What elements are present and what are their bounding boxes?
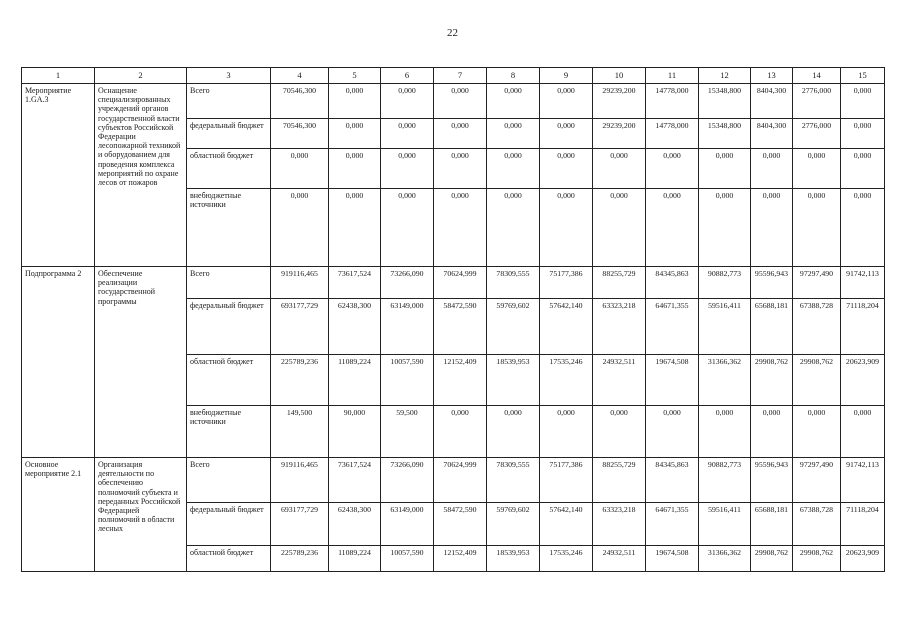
header-cell: 5 — [329, 68, 381, 84]
amount-cell: 0,000 — [434, 189, 487, 267]
amount-cell: 0,000 — [434, 84, 487, 119]
amount-cell: 59516,411 — [699, 299, 751, 355]
funding-source-cell: Всего — [187, 84, 271, 119]
header-cell: 6 — [381, 68, 434, 84]
amount-cell: 0,000 — [271, 189, 329, 267]
funding-source-cell: внебюджетные источники — [187, 189, 271, 267]
header-cell: 4 — [271, 68, 329, 84]
amount-cell: 0,000 — [381, 189, 434, 267]
funding-source-cell: областной бюджет — [187, 149, 271, 189]
amount-cell: 0,000 — [793, 406, 841, 458]
header-cell: 15 — [841, 68, 885, 84]
amount-cell: 0,000 — [593, 406, 646, 458]
amount-cell: 62438,300 — [329, 299, 381, 355]
amount-cell: 0,000 — [793, 189, 841, 267]
amount-cell: 0,000 — [381, 119, 434, 149]
header-cell: 11 — [646, 68, 699, 84]
amount-cell: 0,000 — [841, 406, 885, 458]
amount-cell: 0,000 — [841, 119, 885, 149]
amount-cell: 63323,218 — [593, 503, 646, 546]
amount-cell: 693177,729 — [271, 503, 329, 546]
amount-cell: 0,000 — [329, 119, 381, 149]
amount-cell: 57642,140 — [540, 503, 593, 546]
amount-cell: 91742,113 — [841, 458, 885, 503]
amount-cell: 0,000 — [329, 84, 381, 119]
amount-cell: 73266,090 — [381, 458, 434, 503]
amount-cell: 0,000 — [381, 149, 434, 189]
funding-source-cell: Всего — [187, 267, 271, 299]
amount-cell: 63149,000 — [381, 503, 434, 546]
amount-cell: 90,000 — [329, 406, 381, 458]
amount-cell: 0,000 — [540, 119, 593, 149]
amount-cell: 0,000 — [329, 189, 381, 267]
header-row — [22, 68, 885, 84]
amount-cell: 225789,236 — [271, 355, 329, 406]
amount-cell: 97297,490 — [793, 267, 841, 299]
amount-cell: 63323,218 — [593, 299, 646, 355]
amount-cell: 0,000 — [841, 149, 885, 189]
amount-cell: 73266,090 — [381, 267, 434, 299]
amount-cell: 73617,524 — [329, 458, 381, 503]
header-cell: 8 — [487, 68, 540, 84]
amount-cell: 29239,200 — [593, 119, 646, 149]
amount-cell: 58472,590 — [434, 299, 487, 355]
header-cell: 10 — [593, 68, 646, 84]
amount-cell: 0,000 — [540, 84, 593, 119]
amount-cell: 0,000 — [434, 406, 487, 458]
amount-cell: 11089,224 — [329, 355, 381, 406]
amount-cell: 0,000 — [593, 189, 646, 267]
header-cell: 12 — [699, 68, 751, 84]
amount-cell: 59769,602 — [487, 299, 540, 355]
amount-cell: 2776,000 — [793, 84, 841, 119]
amount-cell: 64671,355 — [646, 503, 699, 546]
table-row — [22, 84, 885, 119]
amount-cell: 19674,508 — [646, 546, 699, 572]
amount-cell: 149,500 — [271, 406, 329, 458]
budget-table — [21, 67, 885, 572]
activity-code-cell: Мероприятие 1.GA.3 — [22, 84, 95, 267]
amount-cell: 0,000 — [487, 189, 540, 267]
amount-cell: 29908,762 — [751, 546, 793, 572]
amount-cell: 919116,465 — [271, 458, 329, 503]
table-row — [22, 458, 885, 503]
amount-cell: 14778,000 — [646, 119, 699, 149]
amount-cell: 20623,909 — [841, 546, 885, 572]
amount-cell: 78309,555 — [487, 458, 540, 503]
amount-cell: 75177,386 — [540, 458, 593, 503]
amount-cell: 73617,524 — [329, 267, 381, 299]
amount-cell: 0,000 — [329, 149, 381, 189]
amount-cell: 65688,181 — [751, 299, 793, 355]
amount-cell: 0,000 — [271, 149, 329, 189]
amount-cell: 90882,773 — [699, 458, 751, 503]
header-cell: 2 — [95, 68, 187, 84]
amount-cell: 67388,728 — [793, 503, 841, 546]
amount-cell: 17535,246 — [540, 355, 593, 406]
amount-cell: 29239,200 — [593, 84, 646, 119]
amount-cell: 0,000 — [751, 149, 793, 189]
amount-cell: 14778,000 — [646, 84, 699, 119]
amount-cell: 0,000 — [593, 149, 646, 189]
amount-cell: 15348,800 — [699, 84, 751, 119]
amount-cell: 31366,362 — [699, 355, 751, 406]
amount-cell: 29908,762 — [793, 355, 841, 406]
amount-cell: 0,000 — [699, 189, 751, 267]
amount-cell: 919116,465 — [271, 267, 329, 299]
amount-cell: 0,000 — [487, 406, 540, 458]
amount-cell: 29908,762 — [751, 355, 793, 406]
amount-cell: 10057,590 — [381, 546, 434, 572]
amount-cell: 8404,300 — [751, 84, 793, 119]
amount-cell: 84345,863 — [646, 267, 699, 299]
amount-cell: 0,000 — [751, 406, 793, 458]
amount-cell: 12152,409 — [434, 355, 487, 406]
amount-cell: 17535,246 — [540, 546, 593, 572]
amount-cell: 62438,300 — [329, 503, 381, 546]
amount-cell: 0,000 — [841, 84, 885, 119]
amount-cell: 0,000 — [646, 149, 699, 189]
amount-cell: 88255,729 — [593, 267, 646, 299]
amount-cell: 15348,800 — [699, 119, 751, 149]
amount-cell: 0,000 — [841, 189, 885, 267]
amount-cell: 75177,386 — [540, 267, 593, 299]
amount-cell: 95596,943 — [751, 267, 793, 299]
amount-cell: 0,000 — [646, 189, 699, 267]
header-cell: 14 — [793, 68, 841, 84]
amount-cell: 693177,729 — [271, 299, 329, 355]
amount-cell: 70546,300 — [271, 84, 329, 119]
amount-cell: 0,000 — [434, 119, 487, 149]
activity-code-cell: Основное мероприятие 2.1 — [22, 458, 95, 572]
amount-cell: 0,000 — [487, 119, 540, 149]
amount-cell: 29908,762 — [793, 546, 841, 572]
amount-cell: 84345,863 — [646, 458, 699, 503]
amount-cell: 67388,728 — [793, 299, 841, 355]
amount-cell: 10057,590 — [381, 355, 434, 406]
funding-source-cell: областной бюджет — [187, 546, 271, 572]
amount-cell: 0,000 — [699, 149, 751, 189]
amount-cell: 31366,362 — [699, 546, 751, 572]
amount-cell: 70624,999 — [434, 458, 487, 503]
funding-source-cell: внебюджетные источники — [187, 406, 271, 458]
amount-cell: 0,000 — [540, 189, 593, 267]
amount-cell: 63149,000 — [381, 299, 434, 355]
amount-cell: 24932,511 — [593, 546, 646, 572]
funding-source-cell: федеральный бюджет — [187, 503, 271, 546]
amount-cell: 0,000 — [381, 84, 434, 119]
amount-cell: 64671,355 — [646, 299, 699, 355]
amount-cell: 12152,409 — [434, 546, 487, 572]
activity-code-cell: Подпрограмма 2 — [22, 267, 95, 458]
amount-cell: 78309,555 — [487, 267, 540, 299]
amount-cell: 97297,490 — [793, 458, 841, 503]
header-cell: 9 — [540, 68, 593, 84]
amount-cell: 24932,511 — [593, 355, 646, 406]
amount-cell: 59516,411 — [699, 503, 751, 546]
activity-description-cell: Обеспечение реализации государственной программы — [95, 267, 187, 458]
amount-cell: 0,000 — [699, 406, 751, 458]
amount-cell: 11089,224 — [329, 546, 381, 572]
amount-cell: 0,000 — [793, 149, 841, 189]
amount-cell: 59,500 — [381, 406, 434, 458]
amount-cell: 88255,729 — [593, 458, 646, 503]
header-cell: 3 — [187, 68, 271, 84]
header-cell: 7 — [434, 68, 487, 84]
amount-cell: 0,000 — [487, 84, 540, 119]
amount-cell: 58472,590 — [434, 503, 487, 546]
amount-cell: 18539,953 — [487, 355, 540, 406]
amount-cell: 2776,000 — [793, 119, 841, 149]
amount-cell: 70624,999 — [434, 267, 487, 299]
amount-cell: 0,000 — [751, 189, 793, 267]
amount-cell: 18539,953 — [487, 546, 540, 572]
amount-cell: 225789,236 — [271, 546, 329, 572]
amount-cell: 0,000 — [487, 149, 540, 189]
amount-cell: 0,000 — [540, 149, 593, 189]
funding-source-cell: федеральный бюджет — [187, 299, 271, 355]
funding-source-cell: областной бюджет — [187, 355, 271, 406]
header-cell: 13 — [751, 68, 793, 84]
amount-cell: 8404,300 — [751, 119, 793, 149]
amount-cell: 0,000 — [646, 406, 699, 458]
amount-cell: 70546,300 — [271, 119, 329, 149]
amount-cell: 95596,943 — [751, 458, 793, 503]
amount-cell: 59769,602 — [487, 503, 540, 546]
amount-cell: 0,000 — [434, 149, 487, 189]
amount-cell: 20623,909 — [841, 355, 885, 406]
funding-source-cell: федеральный бюджет — [187, 119, 271, 149]
amount-cell: 0,000 — [540, 406, 593, 458]
page-number: 22 — [447, 27, 458, 39]
amount-cell: 71118,204 — [841, 503, 885, 546]
amount-cell: 57642,140 — [540, 299, 593, 355]
funding-source-cell: Всего — [187, 458, 271, 503]
header-cell: 1 — [22, 68, 95, 84]
amount-cell: 90882,773 — [699, 267, 751, 299]
amount-cell: 91742,113 — [841, 267, 885, 299]
table-row — [22, 267, 885, 299]
amount-cell: 65688,181 — [751, 503, 793, 546]
activity-description-cell: Оснащение специализированных учреждений органов государственной власти субъектов Российской Федерации лесопожарной техникой и оборудованием для проведения комплекса мероприятий по охране лесов от пожаров — [95, 84, 187, 267]
amount-cell: 71118,204 — [841, 299, 885, 355]
activity-description-cell: Организация деятельности по обеспечению полномочий субъекта и переданных Российской Федерацией полномочий в области лесных — [95, 458, 187, 572]
amount-cell: 19674,508 — [646, 355, 699, 406]
